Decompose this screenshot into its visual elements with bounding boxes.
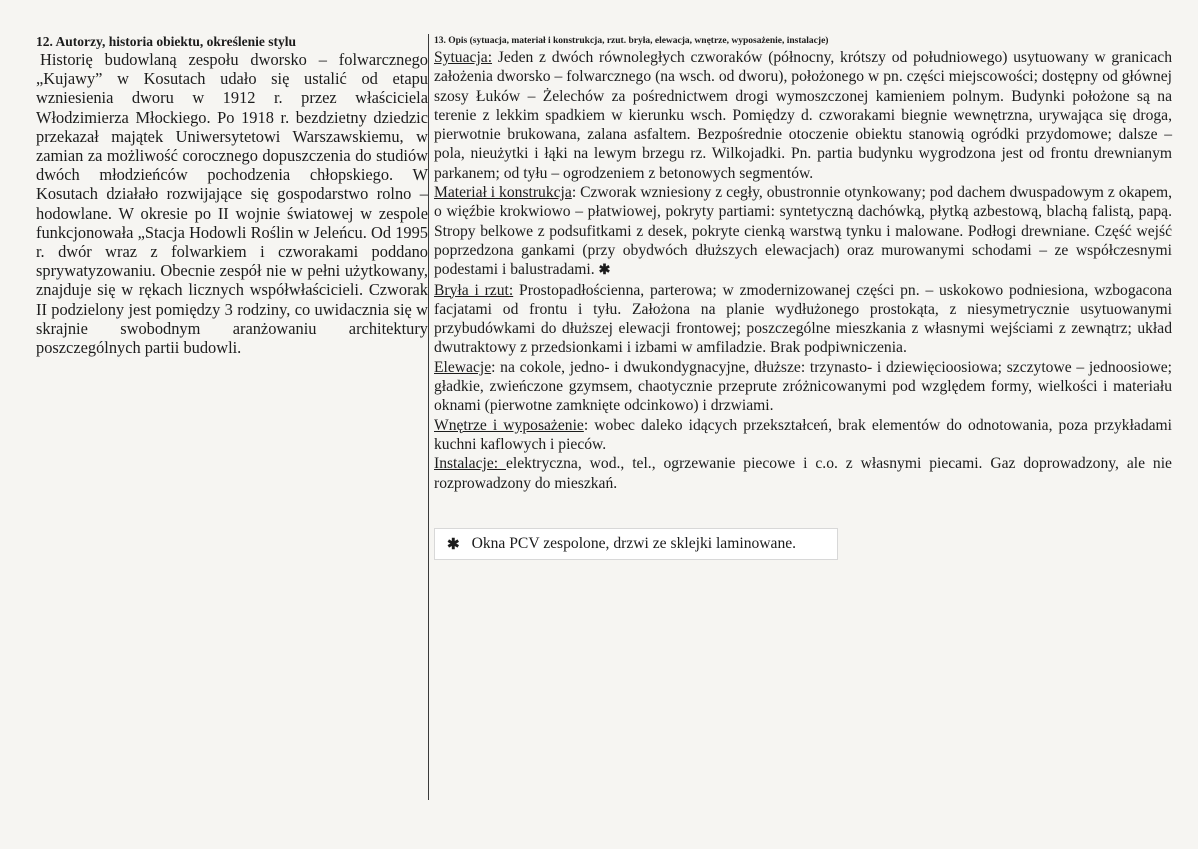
section-material	[434, 183, 1172, 280]
section-label: Wnętrze i wyposażenie	[434, 416, 584, 434]
section-text: : Czworak wzniesiony z cegły, obustronnie otynkowany; pod dachem dwuspadowym z okapem, o więźbie krokwiowo – płatwiowej, pokryty partiami: syntetyczną dachówką, płytką azbestową, blachą falistą, papą. Stropy belkowe z podsufitkami z desek, pokryte cienką warstwą tynku i malowane. Podłogi drewniane. Część wejść poprzedzona gankami (przy obydwóch dłuższych elewacjach) oraz murowanymi schodami – ze współczesnymi podestami i balustradami.	[434, 184, 1172, 279]
section-text: Prostopadłościenna, parterowa; w zmodernizowanej części pn. – uskokowo podniesiona, wzbogacona facjatami od frontu i tyłu. Założona na planie wydłużonego prostokąta, z niesymetrycznie usytuowanymi przybudówkami do dłuższej elewacji frontowej; poszczególne mieszkania z własnymi wejściami z zewnątrz; układ dwutraktowy z przedsionkami i izbami w amfiladzie. Brak podpiwniczenia.	[434, 281, 1172, 357]
description-column	[434, 34, 1172, 493]
asterisk-icon: ✱	[447, 536, 460, 553]
section-label: Sytuacja:	[434, 49, 493, 66]
section-label: Elewacje	[434, 358, 492, 376]
section-text: elektryczna, wod., tel., ogrzewanie piecowe i c.o. z własnymi piecami. Gaz doprowadzony, ale nie rozprowadzony do mieszkań.	[434, 455, 1172, 492]
section-label: Bryła i rzut:	[434, 281, 514, 299]
asterisk-icon: ✱	[598, 263, 611, 279]
section-text: : na cokole, jedno- i dwukondygnacyjne, dłuższe: trzynasto- i dziewięcioosiowa; szczytowe – jednoosiowe; gładkie, zwieńczone gzymsem, chaotycznie przeprute zróżnicowanymi pod względem formy, wielkości i materiału oknami (pierwotne zamknięte odcinkowo) i drzwiami.	[434, 358, 1172, 415]
column-divider	[428, 34, 429, 800]
section-sytuacja	[434, 48, 1172, 183]
section-instalacje	[434, 454, 1172, 493]
history-column	[36, 34, 428, 357]
section-bryla	[434, 281, 1172, 358]
footnote-box	[434, 528, 838, 560]
footnote-text: Okna PCV zespolone, drzwi ze sklejki laminowane.	[471, 535, 797, 552]
section-text: Jeden z dwóch równoległych czworaków (północny, krótszy od południowego) usytuowany w granicach założenia dworsko – folwarcznego (na wsch. od dworu), położonego w pn. części miejscowości; dostępny od głównej szosy Łuków – Żelechów za pośrednictwem drogi wymoszczonej kamieniem polnym. Budynki położone są na terenie z lekkim spadkiem w kierunku wsch. Pomiędzy d. czworakami biegnie wewnętrzna, urywająca się droga, pierwotnie brukowana, zalana asfaltem. Bezpośrednie otoczenie obiektu stanowią ogródki przydomowe; dalsze – pola, nieużytki i łąki na lewym brzegu rz. Wilkojadki. Pn. partia budynku wygrodzona jest od frontu drewnianym parkanem; od tyłu – ogrodzeniem z betonowych segmentów.	[434, 49, 1172, 182]
description-heading: 13. Opis (sytuacja, materiał i konstrukcja, rzut. bryła, elewacja, wnętrze, wyposażenie, instalacje)	[434, 36, 829, 46]
section-wnetrze	[434, 416, 1172, 455]
section-elewacje	[434, 358, 1172, 416]
section-label: Materiał i konstrukcja	[434, 184, 572, 202]
section-text: : wobec daleko idących przekształceń, brak elementów do odnotowania, poza przykładami kuchni kaflowych i pieców.	[434, 416, 1173, 453]
history-text: Historię budowlaną zespołu dworsko – folwarcznego „Kujawy” w Kosutach udało się ustalić od etapu wzniesienia dworu w 1912 r. przez właściciela Włodzimierza Młockiego. Po 1918 r. bezdzietny dziedzic przekazał majątek Uniwersytetowi Warszawskiemu, w zamian za możliwość corocznego dopuszczenia do studiów dwóch młodzieńców pochodzenia chłopskiego. W Kosutach działało rozwijające się gospodarstwo rolno – hodowlane. W okresie po II wojnie światowej w zespole funkcjonowała „Stacja Hodowli Roślin w Jeleńcu. Od 1995 r. dwór wraz z folwarkiem i czworakami poddano sprywatyzowaniu. Obecnie zespół nie w pełni użytkowany, znajduje się w rękach licznych współwłaścicieli. Czworak II podzielony jest pomiędzy 3 rodziny, co uwidacznia się w skrajnie swobodnym aranżowaniu architektury poszczególnych partii budowli.	[36, 50, 428, 358]
section-label: Instalacje:	[434, 455, 506, 473]
history-heading: 12. Autorzy, historia obiektu, określenie stylu	[36, 34, 297, 49]
